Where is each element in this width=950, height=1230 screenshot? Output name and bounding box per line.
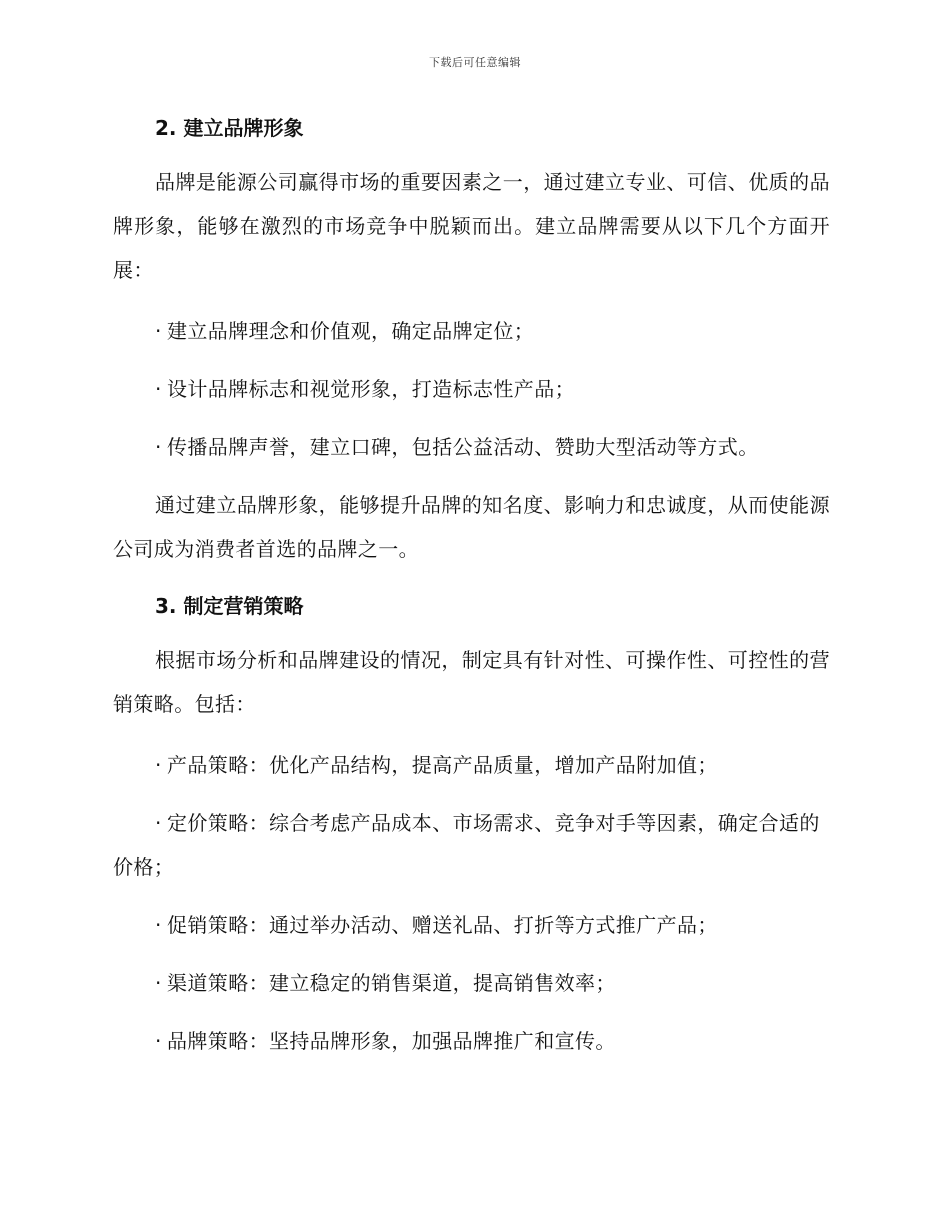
bullet-dot-icon: ·: [155, 913, 162, 937]
bullet-dot-icon: ·: [155, 1029, 162, 1053]
list-item: [113, 367, 830, 411]
list-item: [113, 743, 830, 787]
paragraph-marketing-intro: 根据市场分析和品牌建设的情况，制定具有针对性、可操作性、可控性的营销策略。包括：: [113, 648, 830, 716]
list-item: [113, 425, 830, 469]
paragraph-brand-conclusion: 通过建立品牌形象，能够提升品牌的知名度、影响力和忠诚度，从而使能源公司成为消费者首选的品牌之一。: [113, 493, 830, 561]
bullet-dot-icon: ·: [155, 971, 162, 995]
list-item-text: 品牌策略：坚持品牌形象，加强品牌推广和宣传。: [167, 1029, 616, 1053]
bullet-dot-icon: ·: [155, 377, 162, 401]
list-item: [113, 961, 830, 1005]
list-item-text: 定价策略：综合考虑产品成本、市场需求、竞争对手等因素，确定合适的价格；: [113, 811, 820, 879]
list-item: [113, 1019, 830, 1063]
bullet-dot-icon: ·: [155, 319, 162, 343]
list-item-text: 设计品牌标志和视觉形象，打造标志性产品；: [167, 377, 575, 401]
list-item: [113, 903, 830, 947]
list-item-text: 建立品牌理念和价值观，确定品牌定位；: [167, 319, 535, 343]
bullet-dot-icon: ·: [155, 753, 162, 777]
bullet-dot-icon: ·: [155, 811, 162, 835]
list-item-text: 促销策略：通过举办活动、赠送礼品、打折等方式推广产品；: [167, 913, 718, 937]
header-note: 下载后可任意编辑: [429, 56, 521, 69]
paragraph-brand-intro: 品牌是能源公司赢得市场的重要因素之一，通过建立专业、可信、优质的品牌形象，能够在激烈的市场竞争中脱颖而出。建立品牌需要从以下几个方面开展：: [113, 170, 830, 282]
document-body: [113, 110, 830, 1063]
list-item-text: 渠道策略：建立稳定的销售渠道，提高销售效率；: [167, 971, 616, 995]
bullet-dot-icon: ·: [155, 435, 162, 459]
list-item: [113, 801, 830, 889]
section-title-brand-image: 2. 建立品牌形象: [155, 116, 304, 140]
list-item-text: 产品策略：优化产品结构，提高产品质量，增加产品附加值；: [167, 753, 718, 777]
list-item: [113, 309, 830, 353]
section-title-marketing-strategy: 3. 制定营销策略: [155, 594, 304, 618]
list-item-text: 传播品牌声誉，建立口碑，包括公益活动、赞助大型活动等方式。: [167, 435, 759, 459]
